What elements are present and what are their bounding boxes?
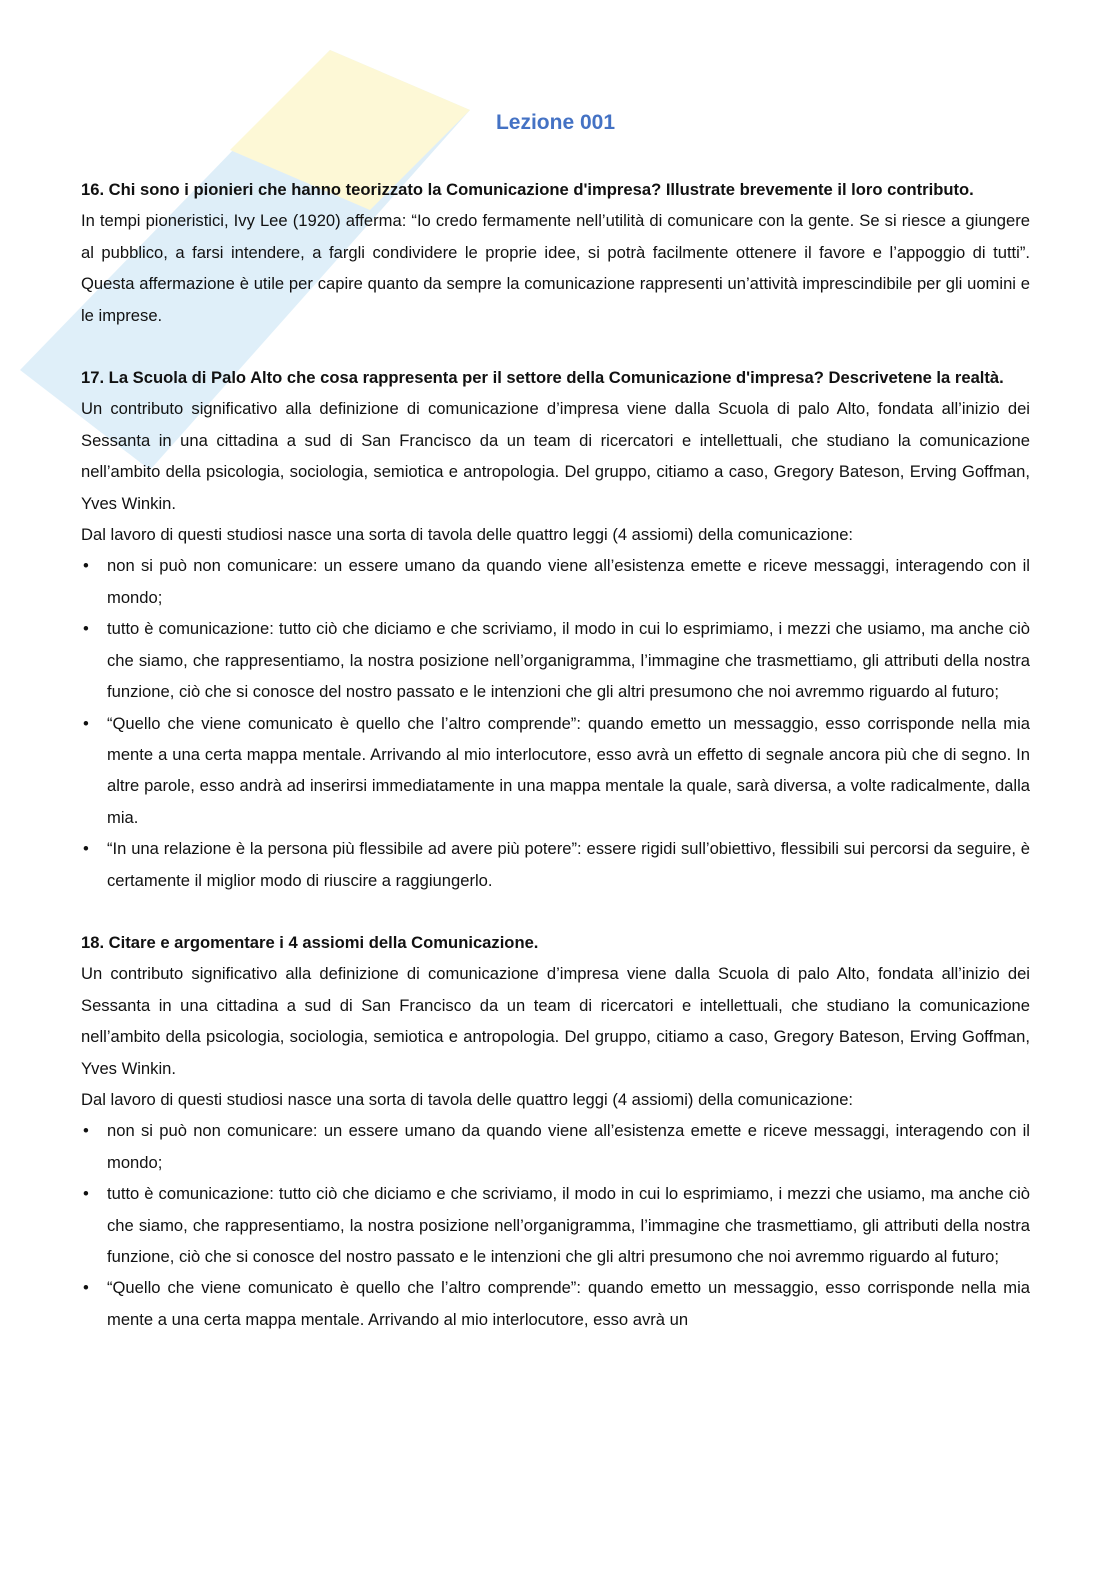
answer-paragraph: Dal lavoro di questi studiosi nasce una sorta di tavola delle quattro leggi (4 assiomi) della comunicazione: [81, 1089, 854, 1109]
bullet-icon: • [83, 1121, 89, 1141]
list-item-text: “Quello che viene comunicato è quello che l’altro comprende”: quando emetto un messaggio, esso corrisponde nella mia mente a una certa mappa mentale. Arrivando al mio interlocutore, esso avrà un effetto di segnale ancora più che di segno. In altre parole, esso andrà ad inserirsi immediatamente in una mappa mentale la quale, sarà diversa, a volte radicalmente, dalla mia. [107, 713, 1030, 827]
bullet-icon: • [83, 556, 89, 576]
bullet-icon: • [83, 1184, 89, 1204]
list-item [81, 1272, 1030, 1335]
answer-paragraph: Un contributo significativo alla definizione di comunicazione d’impresa viene dalla Scuola di palo Alto, fondata all’inizio dei Sessanta in una cittadina a sud di San Francisco da un team di ricercatori e intellettuali, che studiano la comunicazione nell’ambito della psicologia, sociologia, semiotica e antropologia. Del gruppo, citiamo a caso, Gregory Bateson, Erving Goffman, Yves Winkin. [81, 399, 1030, 513]
list-item-text: tutto è comunicazione: tutto ciò che diciamo e che scriviamo, il modo in cui lo esprimiamo, i mezzi che usiamo, ma anche ciò che siamo, che rappresentiamo, la nostra posizione nell’organigramma, l’immagine che trasmettiamo, gli attributi della nostra funzione, ciò che si conosce del nostro passato e le intenzioni che gli altri presumono che noi avremmo riguardo al futuro; [107, 619, 1030, 702]
list-item [81, 833, 1030, 896]
bullet-icon: • [83, 619, 89, 639]
lesson-title: Lezione 001 [495, 111, 616, 134]
question-heading: 16. Chi sono i pionieri che hanno teorizzato la Comunicazione d'impresa? Illustrate brevemente il loro contributo. [81, 180, 974, 199]
sections [81, 174, 1030, 1335]
list-item-text: non si può non comunicare: un essere umano da quando viene all’esistenza emette e riceve messaggi, interagendo con il mondo; [107, 1121, 1030, 1172]
list-item [81, 1115, 1030, 1178]
question-section [81, 362, 1030, 896]
question-section [81, 927, 1030, 1335]
list-item [81, 550, 1030, 613]
question-section [81, 174, 1030, 331]
axiom-list [81, 1115, 1030, 1335]
answer-paragraph: Un contributo significativo alla definizione di comunicazione d’impresa viene dalla Scuola di palo Alto, fondata all’inizio dei Sessanta in una cittadina a sud di San Francisco da un team di ricercatori e intellettuali, che studiano la comunicazione nell’ambito della psicologia, sociologia, semiotica e antropologia. Del gruppo, citiamo a caso, Gregory Bateson, Erving Goffman, Yves Winkin. [81, 964, 1030, 1078]
list-item [81, 708, 1030, 834]
list-item [81, 1178, 1030, 1272]
bullet-icon: • [83, 1278, 89, 1298]
bullet-icon: • [83, 713, 89, 733]
question-heading: 18. Citare e argomentare i 4 assiomi della Comunicazione. [81, 932, 539, 952]
bullet-icon: • [83, 839, 89, 859]
axiom-list [81, 550, 1030, 895]
answer-paragraph: Dal lavoro di questi studiosi nasce una sorta di tavola delle quattro leggi (4 assiomi) della comunicazione: [81, 525, 854, 545]
list-item [81, 613, 1030, 707]
list-item-text: non si può non comunicare: un essere umano da quando viene all’esistenza emette e riceve messaggi, interagendo con il mondo; [107, 556, 1030, 607]
answer-paragraph: In tempi pioneristici, Ivy Lee (1920) afferma: “Io credo fermamente nell’utilità di comunicare con la gente. Se si riesce a giungere al pubblico, a farsi intendere, a fargli condividere le proprie idee, si potrà facilmente ottenere il favore e l’appoggio di tutti”. Questa affermazione è utile per capire quanto da sempre la comunicazione rappresenti un’attività imprescindibile per gli uomini e le imprese. [81, 211, 1030, 325]
question-heading: 17. La Scuola di Palo Alto che cosa rappresenta per il settore della Comunicazione d'impresa? Descrivetene la realtà. [81, 368, 1004, 388]
document-page [81, 104, 1030, 1366]
list-item-text: tutto è comunicazione: tutto ciò che diciamo e che scriviamo, il modo in cui lo esprimiamo, i mezzi che usiamo, ma anche ciò che siamo, che rappresentiamo, la nostra posizione nell’organigramma, l’immagine che trasmettiamo, gli attributi della nostra funzione, ciò che si conosce del nostro passato e le intenzioni che gli altri presumono che noi avremmo riguardo al futuro; [107, 1184, 1030, 1266]
list-item-text: “Quello che viene comunicato è quello che l’altro comprende”: quando emetto un messaggio, esso corrisponde nella mia mente a una certa mappa mentale. Arrivando al mio interlocutore, esso avrà un [107, 1278, 1030, 1329]
list-item-text: “In una relazione è la persona più flessibile ad avere più potere”: essere rigidi sull’obiettivo, flessibili sui percorsi da seguire, è certamente il miglior modo di riuscire a raggiungerlo. [107, 839, 1030, 890]
